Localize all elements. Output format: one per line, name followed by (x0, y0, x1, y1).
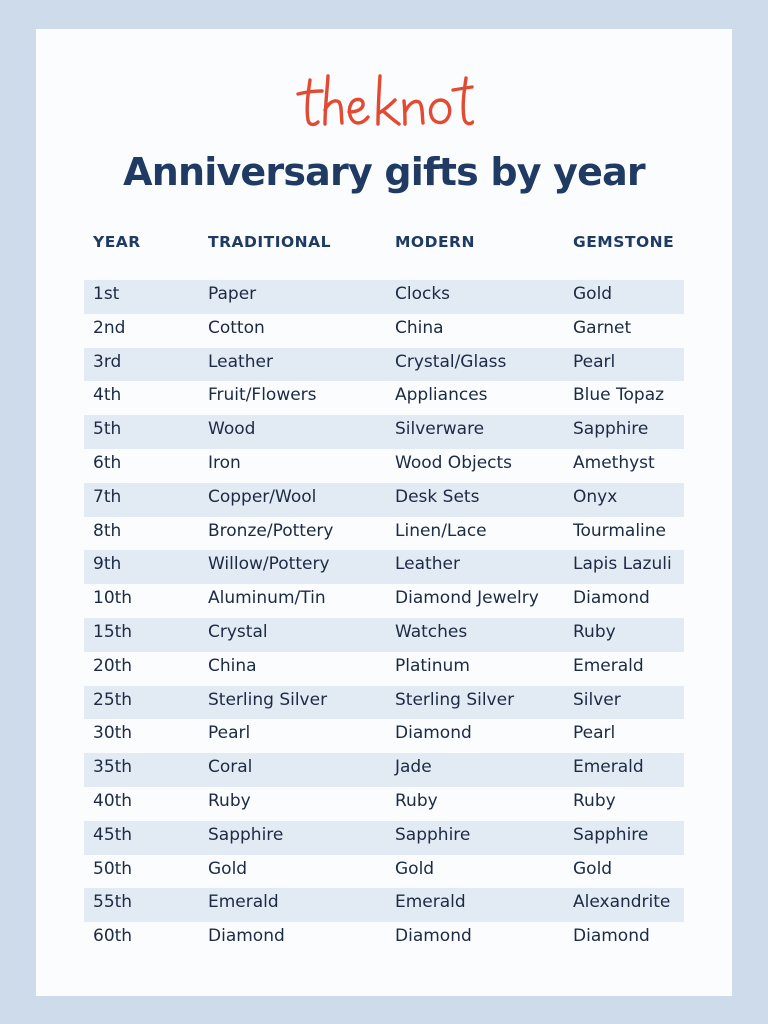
cell-year: 20th (93, 655, 133, 676)
cell-gemstone: Emerald (573, 757, 644, 778)
cell-modern: Diamond Jewelry (395, 588, 539, 609)
cell-year: 1st (93, 284, 120, 304)
table-row (84, 517, 684, 551)
cell-year: 15th (93, 621, 133, 642)
cell-modern: Ruby (395, 790, 438, 811)
table-row (84, 855, 684, 889)
cell-gemstone: Tourmaline (573, 520, 667, 541)
cell-year: 9th (93, 554, 122, 575)
table-row (84, 381, 684, 415)
the-knot-logo-icon (294, 70, 474, 132)
cell-modern: Silverware (395, 419, 485, 440)
cell-year: 55th (93, 892, 133, 913)
cell-traditional: Bronze/Pottery (208, 520, 334, 541)
table-row (84, 719, 684, 753)
header-year: YEAR (93, 233, 141, 251)
cell-modern: Leather (395, 554, 460, 575)
cell-year: 50th (93, 858, 133, 879)
cell-traditional: Paper (208, 284, 257, 304)
cell-gemstone: Pearl (573, 351, 616, 372)
cell-year: 2nd (93, 317, 126, 338)
cell-year: 4th (93, 385, 122, 406)
the-knot-logo (0, 70, 768, 132)
cell-traditional: Ruby (208, 790, 251, 811)
cell-traditional: Crystal (208, 621, 268, 642)
cell-year: 7th (93, 486, 122, 507)
cell-traditional: Cotton (208, 317, 265, 338)
cell-year: 25th (93, 689, 133, 710)
cell-traditional: Iron (208, 452, 241, 473)
cell-year: 35th (93, 757, 133, 778)
cell-modern: Watches (395, 621, 468, 642)
cell-traditional: Copper/Wool (208, 486, 317, 507)
cell-gemstone: Diamond (573, 588, 650, 609)
table-row (84, 483, 684, 517)
anniversary-gifts-table (84, 228, 684, 947)
cell-modern: Clocks (395, 284, 451, 304)
cell-traditional: Coral (208, 757, 253, 778)
table-row (84, 314, 684, 348)
cell-gemstone: Diamond (573, 926, 650, 947)
page-title: Anniversary gifts by year (123, 150, 645, 194)
cell-year: 8th (93, 520, 122, 541)
cell-traditional: Aluminum/Tin (208, 588, 326, 609)
cell-modern: Sapphire (395, 824, 471, 845)
table-row (84, 415, 684, 449)
cell-traditional: Fruit/Flowers (208, 385, 317, 406)
cell-year: 40th (93, 790, 133, 811)
cell-traditional: Pearl (208, 723, 251, 744)
cell-gemstone: Ruby (573, 621, 616, 642)
table-row (84, 888, 684, 922)
cell-modern: Emerald (395, 892, 466, 913)
header-gemstone: GEMSTONE (573, 233, 675, 251)
cell-year: 6th (93, 452, 122, 473)
cell-modern: Wood Objects (395, 452, 513, 473)
cell-modern: Jade (395, 757, 432, 778)
cell-gemstone: Onyx (573, 486, 618, 507)
cell-gemstone: Amethyst (573, 452, 655, 473)
cell-modern: Crystal/Glass (395, 351, 507, 372)
table-row (84, 584, 684, 618)
table-row (84, 348, 684, 382)
cell-gemstone: Lapis Lazuli (573, 554, 672, 575)
table-row (84, 652, 684, 686)
cell-gemstone: Gold (573, 284, 613, 304)
cell-traditional: Wood (208, 419, 256, 440)
table-row (84, 922, 684, 956)
cell-modern: Gold (395, 858, 435, 879)
cell-traditional: Diamond (208, 926, 285, 947)
cell-gemstone: Silver (573, 689, 621, 710)
cell-modern: China (395, 317, 444, 338)
header-modern: MODERN (395, 233, 475, 251)
cell-year: 30th (93, 723, 133, 744)
cell-gemstone: Sapphire (573, 419, 649, 440)
table-row (84, 449, 684, 483)
cell-traditional: China (208, 655, 257, 676)
cell-modern: Diamond (395, 723, 472, 744)
table-row (84, 787, 684, 821)
cell-traditional: Gold (208, 858, 248, 879)
header-traditional: TRADITIONAL (208, 233, 331, 251)
table-body (84, 280, 684, 956)
cell-traditional: Willow/Pottery (208, 554, 330, 575)
table-row (84, 550, 684, 584)
cell-gemstone: Ruby (573, 790, 616, 811)
cell-gemstone: Sapphire (573, 824, 649, 845)
table-row (84, 821, 684, 855)
table-row (84, 280, 684, 314)
cell-modern: Linen/Lace (395, 520, 487, 541)
cell-modern: Desk Sets (395, 486, 480, 507)
cell-year: 60th (93, 926, 133, 947)
cell-year: 3rd (93, 351, 122, 372)
cell-gemstone: Blue Topaz (573, 385, 665, 406)
cell-traditional: Emerald (208, 892, 279, 913)
cell-traditional: Sapphire (208, 824, 284, 845)
cell-modern: Platinum (395, 655, 470, 676)
cell-year: 5th (93, 419, 122, 440)
cell-gemstone: Emerald (573, 655, 644, 676)
table-row (84, 618, 684, 652)
table-row (84, 686, 684, 720)
cell-modern: Diamond (395, 926, 472, 947)
cell-modern: Appliances (395, 385, 488, 406)
cell-year: 45th (93, 824, 133, 845)
cell-gemstone: Alexandrite (573, 892, 671, 913)
table-header (84, 228, 684, 280)
cell-gemstone: Garnet (573, 317, 632, 338)
cell-traditional: Sterling Silver (208, 689, 328, 710)
cell-traditional: Leather (208, 351, 273, 372)
cell-gemstone: Pearl (573, 723, 616, 744)
cell-modern: Sterling Silver (395, 689, 515, 710)
cell-gemstone: Gold (573, 858, 613, 879)
table-row (84, 753, 684, 787)
cell-year: 10th (93, 588, 133, 609)
